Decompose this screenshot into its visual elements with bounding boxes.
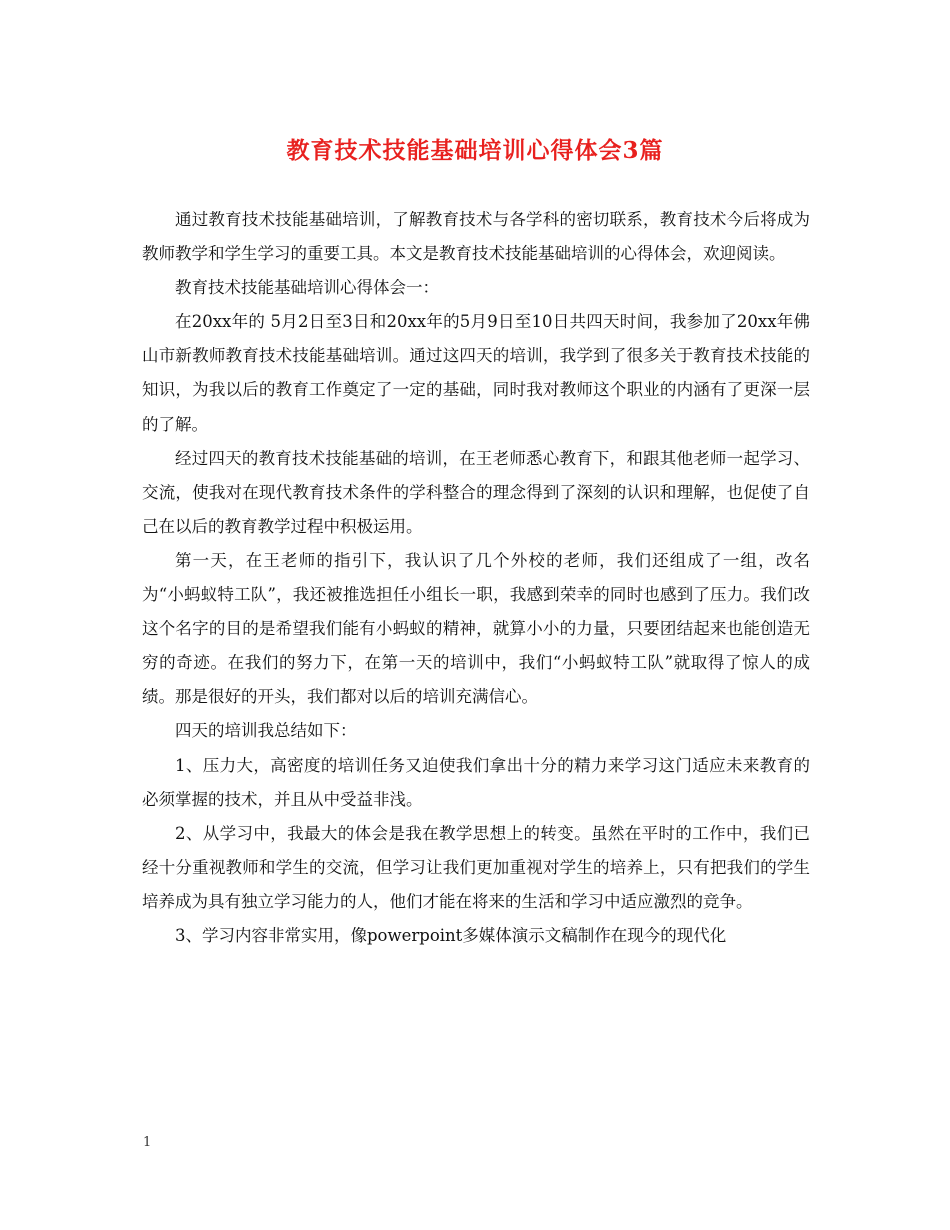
page-number: 1 <box>143 1135 152 1150</box>
paragraph-training-experience: 经过四天的教育技术技能基础的培训，在王老师悉心教育下，和跟其他老师一起学习、交流，使我对在现代教育技术条件的学科整合的理念得到了深刻的认识和理解，也促使了自己在以后的教育教学过程中积极运用。 <box>142 448 810 536</box>
paragraph-intro: 通过教育技术技能基础培训，了解教育技术与各学科的密切联系，教育技术今后将成为教师教学和学生学习的重要工具。本文是教育技术技能基础培训的心得体会，欢迎阅读。 <box>142 210 810 264</box>
document-title: 教育技术技能基础培训心得体会3篇 <box>286 137 664 164</box>
paragraph-section-heading: 教育技术技能基础培训心得体会一： <box>175 278 439 298</box>
paragraph-point-2: 2、从学习中，我最大的体会是我在教学思想上的转变。虽然在平时的工作中，我们已经十分重视教师和学生的交流，但学习让我们更加重视对学生的培养上，只有把我们的学生培养成为具有独立学习能力的人，他们才能在将来的生活和学习中适应激烈的竞争。 <box>142 823 810 911</box>
paragraph-point-1: 1、压力大，高密度的培训任务又迫使我们拿出十分的精力来学习这门适应未来教育的必须掌握的技术，并且从中受益非浅。 <box>142 755 810 809</box>
paragraph-training-dates: 在20xx年的 5月2日至3日和20xx年的5月9日至10日共四天时间，我参加了20xx年佛山市新教师教育技术技能基础培训。通过这四天的培训，我学到了很多关于教育技术技能的知识，为我以后的教育工作奠定了一定的基础，同时我对教师这个职业的内涵有了更深一层的了解。 <box>142 312 810 434</box>
paragraph-point-3: 3、学习内容非常实用，像powerpoint多媒体演示文稿制作在现今的现代化 <box>175 925 727 945</box>
paragraph-first-day: 第一天，在王老师的指引下，我认识了几个外校的老师，我们还组成了一组，改名为“小蚂蚁特工队”，我还被推选担任小组长一职，我感到荣幸的同时也感到了压力。我们改这个名字的目的是希望我们能有小蚂蚁的精神，就算小小的力量，只要团结起来也能创造无穷的奇迹。在我们的努力下，在第一天的培训中，我们“小蚂蚁特工队”就取得了惊人的成绩。那是很好的开头，我们都对以后的培训充满信心。 <box>142 550 810 707</box>
paragraph-summary-heading: 四天的培训我总结如下： <box>175 721 357 741</box>
document-body <box>142 203 810 953</box>
